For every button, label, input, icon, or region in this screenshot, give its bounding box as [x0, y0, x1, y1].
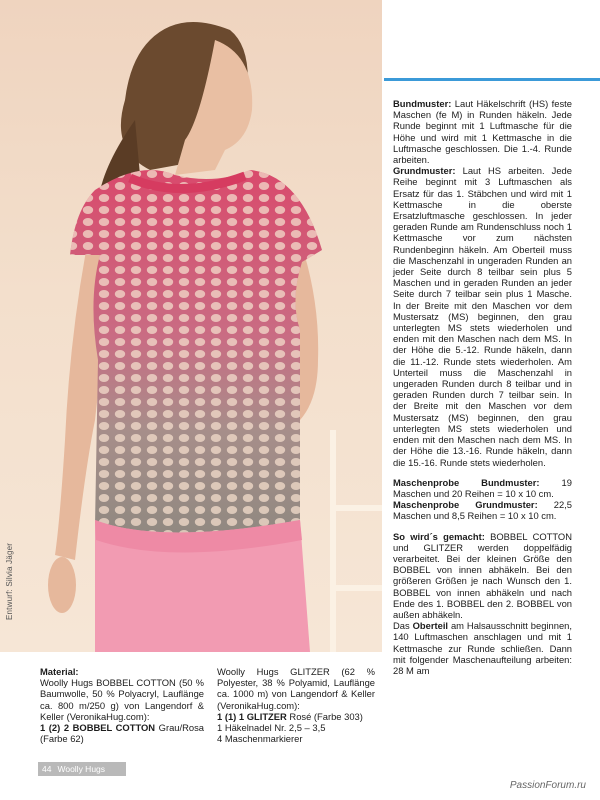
material-glitzer-qty: 1 (1) 1 GLITZER [217, 710, 287, 722]
grundmuster-text: Laut HS arbeiten. Jede Reihe beginnt mit 3 Luftmaschen als Ersatz für das 1. Stäbchen und wird mit 1 Kettmasche in die oberste Ersatzluftmasche geschlossen. In jeder geraden Runde am Rundenschluss noch 1 Kettmasche vor zum nächsten Rundenbeginn häkeln. Am Oberteil muss die Maschenzahl in ungeraden Runden an jeder Seite durch 8 teilbar sein plus 5 Maschen und in geraden Runden an jeder Seite durch 7 teilbar sein plus 1 Masche. In der Breite mit den Maschen vor dem Mustersatz (MS) beginnen, den grau unterlegten MS stets wiederholen und enden mit den Maschen nach dem MS. In der Höhe die 5.-12. Runde häkeln, dann die 11.-12. Runde stets wiederholen. Am Unterteil muss die Maschenzahl in ungeraden Runden durch 8 teilbar und in geraden Runden durch 7 teilbar sein. In der Breite mit den Maschen vor dem Mustersatz (MS) beginnen, den grau unterlegten MS stets wiederholen und enden mit den Maschen nach dem MS. In der Höhe die 13.-16. Runde häkeln, dann die 15.-16. Runde stets wiederholen. [393, 165, 572, 468]
material-column-2 [217, 666, 375, 744]
material-label: Material: [40, 666, 79, 677]
watermark: PassionForum.ru [509, 780, 586, 791]
oberteil-label: Oberteil [412, 620, 449, 632]
oberteil-text: am Halsausschnitt beginnen, 140 Luftmaschen anschlagen und mit 1 Kettmasche zur Runde schließen. Dann mit folgender Maschenaufteilung arbeiten: 28 M am [393, 620, 572, 676]
material-cotton-qty: 1 (2) 2 BOBBEL COTTON [40, 722, 156, 734]
so-wird-gemacht-paragraph [393, 531, 572, 677]
material-cotton-color: Grau/Rosa (Farbe 62) [40, 722, 204, 745]
maschenprobe-paragraph [393, 477, 572, 522]
bundmuster-paragraph [393, 98, 572, 468]
bundmuster-label: Bundmuster: [393, 98, 452, 109]
photo-credit: Entwurf: Silvia Jäger [5, 542, 14, 620]
material-markers: 4 Maschenmarkierer [217, 733, 303, 745]
page-number: 44 [42, 764, 52, 774]
probe-bund-label: Maschenprobe Bundmuster: [393, 476, 540, 488]
probe-bund-text: 19 Maschen und 20 Reihen = 10 x 10 cm. [393, 476, 572, 499]
probe-grund-label: Maschenprobe Grundmuster: [393, 499, 538, 511]
gemacht-label: So wird´s gemacht: [393, 530, 485, 542]
magazine-name: Woolly Hugs [57, 764, 106, 774]
page-footer [38, 762, 126, 776]
instructions-column [393, 98, 572, 685]
gemacht-text: BOBBEL COTTON und GLITZER werden doppelfädig verarbeitet. Bei der kleinen Größe den BOBBEL von innen abhäkeln. Bei den größeren Größen je nach Wunsch den 1. BOBBEL von innen abhäkeln und nach Ende des 1. BOBBEL den 2. BOBBEL von außen abhäkeln. [393, 530, 572, 620]
material-glitzer-color: Rosé (Farbe 303) [286, 710, 363, 722]
material-glitzer-desc: Woolly Hugs GLITZER (62 % Polyester, 38 % Polyamid, Lauflänge ca. 1000 m) von Langendorf & Keller (VeronikaHug.com): [217, 666, 375, 711]
probe-grund-text: 22,5 Maschen und 8,5 Reihen = 10 x 10 cm. [393, 499, 572, 522]
oberteil-pre: Das [393, 620, 413, 632]
material-cotton-desc: Woolly Hugs BOBBEL COTTON (50 % Baumwolle, 50 % Polyacryl, Lauflänge ca. 800 m/250 g) von Langendorf & Keller (VeronikaHug.com): [40, 677, 204, 722]
section-rule [384, 78, 600, 81]
grundmuster-label: Grundmuster: [393, 165, 456, 177]
material-column-1 [40, 666, 204, 744]
material-needle: 1 Häkelnadel Nr. 2,5 – 3,5 [217, 722, 326, 734]
bundmuster-text: Laut Häkelschrift (HS) feste Maschen (fe M) in Runden häkeln. Jede Runde beginnt mit 1 Luftmasche für die Höhe und wird mit 1 Kettmasche in die Luftmasche geschlossen. Die 1.-4. Runde arbeiten. [393, 98, 572, 166]
